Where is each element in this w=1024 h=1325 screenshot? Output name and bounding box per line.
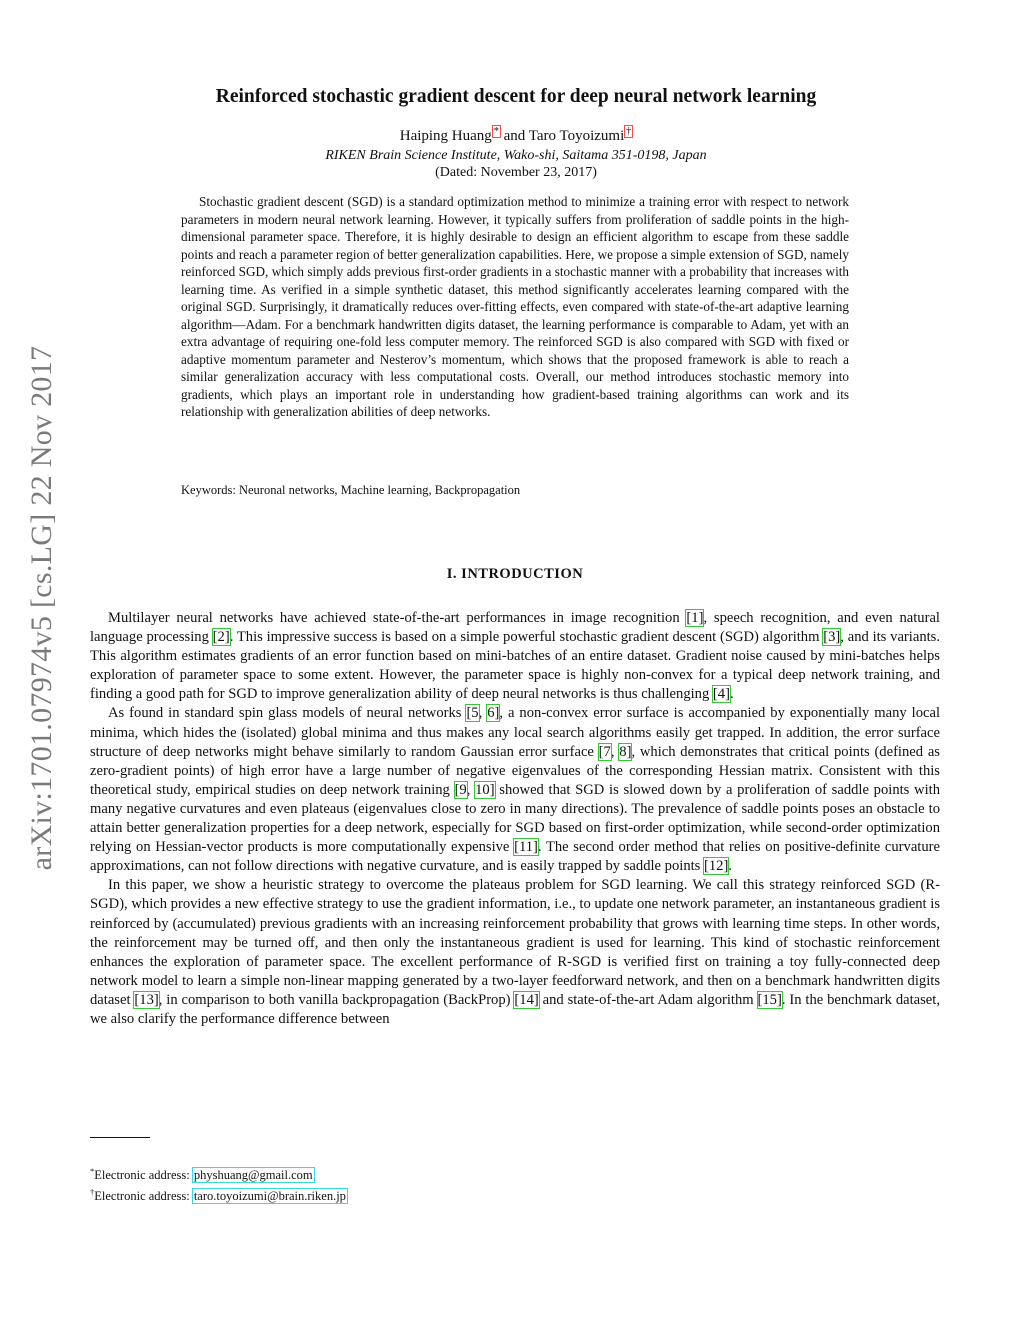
abstract: Stochastic gradient descent (SGD) is a standard optimization method to minimize a training error with respect to network parameters in modern neural network learning. However, it typically suffers from proliferation of saddle points in the high-dimensional parameter space. Therefore, it is highly desirable to design an efficient algorithm to escape from these saddle points and reach a parameter region of better generalization capabilities. Here, we propose a simple extension of SGD, namely reinforced SGD, which simply adds previous first-order gradients in a stochastic manner with a probability that increases with learning time. As verified in a simple synthetic dataset, this method significantly accelerates learning compared with the original SGD. Surprisingly, it dramatically reduces over-fitting effects, even compared with state-of-the-art adaptive learning algorithm—Adam. For a benchmark handwritten digits dataset, the learning performance is comparable to Adam, yet with an extra advantage of requiring one-fold less computer memory. The reinforced SGD is also compared with SGD with fixed or adaptive momentum parameter and Nesterov’s momentum, which shows that the proposed framework is able to reach a similar generalization accuracy with less computational costs. Overall, our method introduces stochastic memory into gradients, which plays an important role in understanding how gradient-based training algorithms can work and its relationship with generalization abilities of deep networks. [181,194,849,419]
text-run: Multilayer neural networks have achieved state-of-the-art performances in image recognition [108,610,687,626]
arxiv-identifier: arXiv:1701.07974v5 [cs.LG] 22 Nov 2017 [25,345,58,871]
keywords: Keywords: Neuronal networks, Machine learning, Backpropagation [181,483,521,497]
text-run: , a non-convex error surface is accompanied by exponentially many local minima, which hides the (isolated) global minima and thus makes any local search algorithms easily get trapped. In addition, the error surface structure of deep networks might behave similarly to random Gaussian error surface [90,705,940,760]
citation-11[interactable]: [11] [514,839,538,856]
citation-12[interactable]: [12] [704,858,729,875]
text-run: , [478,705,488,722]
footnote-mark-dagger: † [90,1187,95,1198]
text-run: . In the benchmark dataset, we also clarify the performance difference between [90,991,940,1027]
citation-5[interactable]: [5 [466,705,479,722]
text-run: . [728,858,732,875]
citation-2[interactable]: [2] [212,629,230,646]
citation-15[interactable]: [15] [757,991,782,1008]
footnote-label: Electronic address: [94,1189,193,1204]
affiliation: RIKEN Brain Science Institute, Wako-shi, Saitama 351-0198, Japan [325,148,707,163]
citation-7[interactable]: [7 [598,743,611,760]
introduction-body [90,609,940,1029]
paragraph-3 [90,876,940,1029]
text-run: , in comparison to both vanilla backpropagation (BackProp) [158,991,515,1008]
citation-4[interactable]: [4] [712,686,730,703]
text-run: . [729,686,734,703]
citation-13[interactable]: [13] [134,991,159,1008]
text-run: , [610,743,620,760]
text-run: As found in standard spin glass models of neural networks [108,705,467,722]
footnote-label: Electronic address: [94,1168,193,1183]
author-line [100,128,932,145]
email-link-huang[interactable]: physhuang@gmail.com [193,1168,313,1183]
text-run: , which demonstrates that critical points (defined as zero-gradient points) of high error have a large number of negative eigenvalues of the corresponding Hessian matrix. Consistent with this theoretical study, empirical studies on deep network training [90,743,940,798]
citation-3[interactable]: [3] [823,629,841,646]
footnote-2 [90,1184,940,1205]
text-run: In this paper, we show a heuristic strategy to overcome the plateaus problem for SGD learning. We call this strategy reinforced SGD (R-SGD), which provides a new effective strategy to use the gradient information, i.e., to update one network parameter, an instantaneous gradient is reinforced by (accumulated) previous gradients with an increasing reinforcement probability that grows with learning time steps. In other words, the reinforcement may be turned off, and then only the instantaneous gradient is used for learning. This kind of stochastic reinforcement enhances the exploration of parameter space. The excellent performance of R-SGD is verified first on training a toy fully-connected deep network model to learn a simple non-linear mapping generated by a two-layer feedforward network, and then on a benchmark handwritten digits dataset [90,877,940,1008]
date-line: (Dated: November 23, 2017) [435,165,597,180]
text-run: , speech recognition, and even natural language processing [90,610,940,646]
text-run: . This impressive success is based on a simple powerful stochastic gradient descent (SGD) algorithm [229,629,824,646]
arxiv-sidebar [12,0,72,1325]
paper-title: Reinforced stochastic gradient descent for deep neural network learning [215,86,817,107]
text-run: and state-of-the-art Adam algorithm [538,991,758,1008]
footnotes [90,1163,940,1205]
citation-14[interactable]: [14] [514,991,539,1008]
citation-8[interactable]: 8] [619,743,632,760]
footnote-link-star[interactable]: * [493,126,499,137]
text-run: , and its variants. This algorithm estimates gradients of an error function based on mini-batches of an entire dataset. Gradient noise caused by mini-batches helps exploration of parameter space to some extent. However, the parameter space is highly non-convex for a typical deep network training, and finding a good path for SGD to improve generalization ability of deep neural networks is thus challenging [90,629,940,703]
author-huang: Haiping Huang [399,128,492,144]
author-toyoizumi: Taro Toyoizumi [528,128,625,144]
citation-6[interactable]: 6] [487,705,500,722]
section-heading-introduction: I. INTRODUCTION [446,566,584,582]
citation-9[interactable]: [9 [454,781,467,798]
footnote-mark-star: * [90,1166,95,1176]
text-run: , [466,781,476,798]
text-run: showed that SGD is slowed down by a proliferation of saddle points with many negative curvatures and even plateaus (eigenvalues close to zero in many directions). The prevalence of saddle points poses an obstacle to attain better generalization properties for a deep network, especially for SGD based on first-order optimization, while second-order optimization relying on Hessian-vector products is more computationally expensive [90,781,940,856]
text-run: . The second order method that relies on positive-definite curvature approximations, can not follow directions with negative curvature, and is easily trapped by saddle points [90,839,940,875]
citation-10[interactable]: 10] [475,781,495,798]
footnote-link-dagger[interactable]: † [626,126,632,137]
footnote-1 [90,1163,940,1184]
paragraph-2 [90,704,940,876]
paragraph-1 [90,609,940,704]
author-and: and [503,128,526,144]
citation-1[interactable]: [1] [686,610,704,626]
email-link-toyoizumi[interactable]: taro.toyoizumi@brain.riken.jp [193,1189,346,1204]
footnote-divider [90,1137,150,1138]
